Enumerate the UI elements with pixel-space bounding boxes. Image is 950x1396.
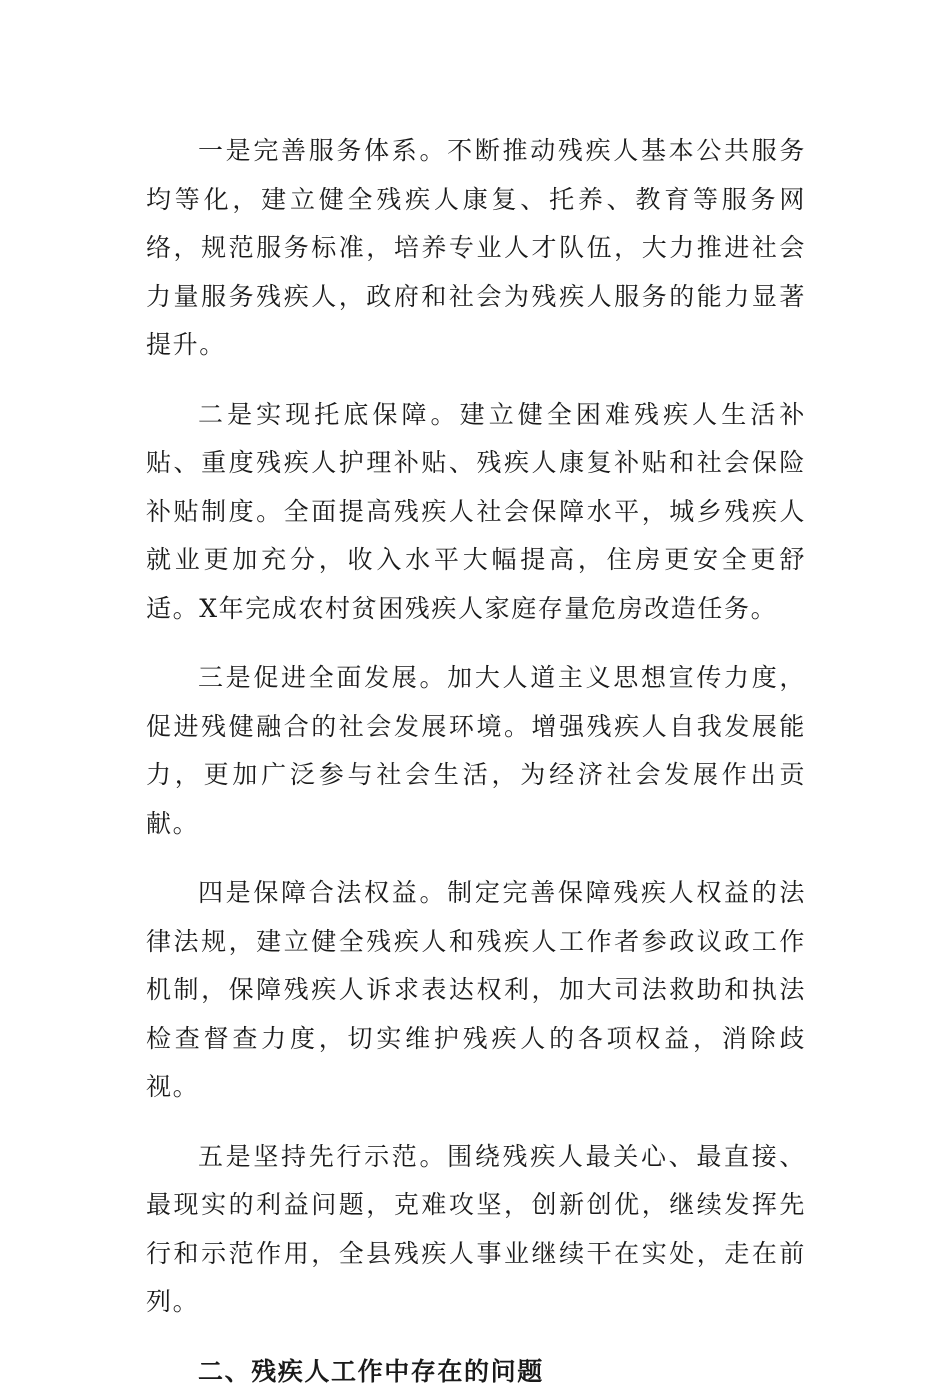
paragraph-basic-security: 二是实现托底保障。建立健全困难残疾人生活补贴、重度残疾人护理补贴、残疾人康复补贴和社会保险补贴制度。全面提高残疾人社会保障水平，城乡残疾人就业更加充分，收入水平大幅提高，住房更安全更舒适。X年完成农村贫困残疾人家庭存量危房改造任务。 [146,391,806,634]
paragraph-pilot-demonstration: 五是坚持先行示范。围绕残疾人最关心、最直接、最现实的利益问题，克难攻坚，创新创优，继续发挥先行和示范作用，全县残疾人事业继续干在实处，走在前列。 [146,1133,806,1327]
section-heading: 二、残疾人工作中存在的问题 [146,1348,806,1396]
paragraph-all-round-development: 三是促进全面发展。加大人道主义思想宣传力度，促进残健融合的社会发展环境。增强残疾人自我发展能力，更加广泛参与社会生活，为经济社会发展作出贡献。 [146,654,806,848]
paragraph-legal-rights: 四是保障合法权益。制定完善保障残疾人权益的法律法规，建立健全残疾人和残疾人工作者参政议政工作机制，保障残疾人诉求表达权利，加大司法救助和执法检查督查力度，切实维护残疾人的各项权益，消除歧视。 [146,869,806,1112]
document-body [146,127,806,1396]
paragraph-service-system: 一是完善服务体系。不断推动残疾人基本公共服务均等化，建立健全残疾人康复、托养、教育等服务网络，规范服务标准，培养专业人才队伍，大力推进社会力量服务残疾人，政府和社会为残疾人服务的能力显著提升。 [146,127,806,370]
